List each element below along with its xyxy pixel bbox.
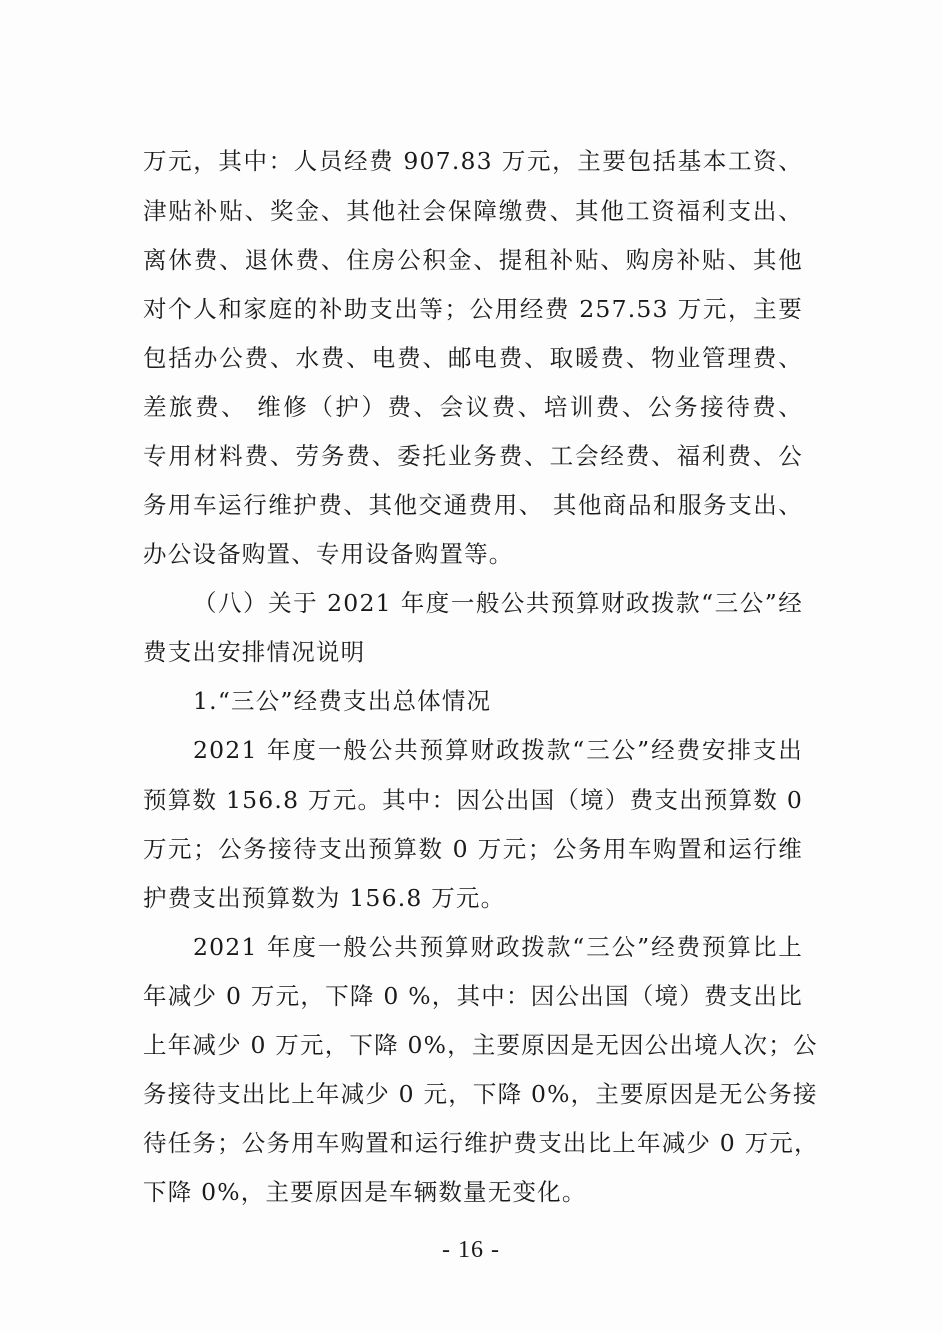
text-line: 津贴补贴、奖金、其他社会保障缴费、其他工资福利支出、 [143,197,803,225]
text-line: 2021 年度一般公共预算财政拨款“三公”经费安排支出 [193,736,803,764]
text-line: 务用车运行维护费、其他交通费用、 其他商品和服务支出、 [143,491,803,519]
text-line: 万元，其中：人员经费 907.83 万元，主要包括基本工资、 [143,147,803,175]
text-line: 2021 年度一般公共预算财政拨款“三公”经费预算比上 [193,933,803,961]
text-line: 对个人和家庭的补助支出等；公用经费 257.53 万元，主要 [143,295,803,323]
text-line: 包括办公费、水费、电费、邮电费、取暖费、物业管理费、 [143,344,803,372]
text-line: 务接待支出比上年减少 0 元，下降 0%，主要原因是无公务接 [143,1080,818,1108]
text-line: 离休费、退休费、住房公积金、提租补贴、购房补贴、其他 [143,246,803,274]
text-line: 下降 0%，主要原因是车辆数量无变化。 [143,1178,587,1206]
text-line: 年减少 0 万元，下降 0 %，其中：因公出国（境）费支出比 [143,982,803,1010]
page-number: - 16 - [442,1237,500,1263]
text-line: 预算数 156.8 万元。其中：因公出国（境）费支出预算数 0 [143,786,803,814]
text-line: 上年减少 0 万元，下降 0%，主要原因是无因公出境人次；公 [143,1031,818,1059]
section-heading-line: （八）关于 2021 年度一般公共预算财政拨款“三公”经 [193,589,803,617]
text-line: 万元；公务接待支出预算数 0 万元；公务用车购置和运行维 [143,835,803,863]
subheading-line: 1.“三公”经费支出总体情况 [193,687,492,715]
text-line: 待任务；公务用车购置和运行维护费支出比上年减少 0 万元， [143,1129,819,1157]
text-line: 护费支出预算数为 156.8 万元。 [143,884,506,912]
text-line: 差旅费、 维修（护）费、会议费、培训费、公务接待费、 [143,393,803,421]
text-line: 专用材料费、劳务费、委托业务费、工会经费、福利费、公 [143,442,803,470]
section-heading-line: 费支出安排情况说明 [143,638,366,666]
text-line: 办公设备购置、专用设备购置等。 [143,540,514,568]
